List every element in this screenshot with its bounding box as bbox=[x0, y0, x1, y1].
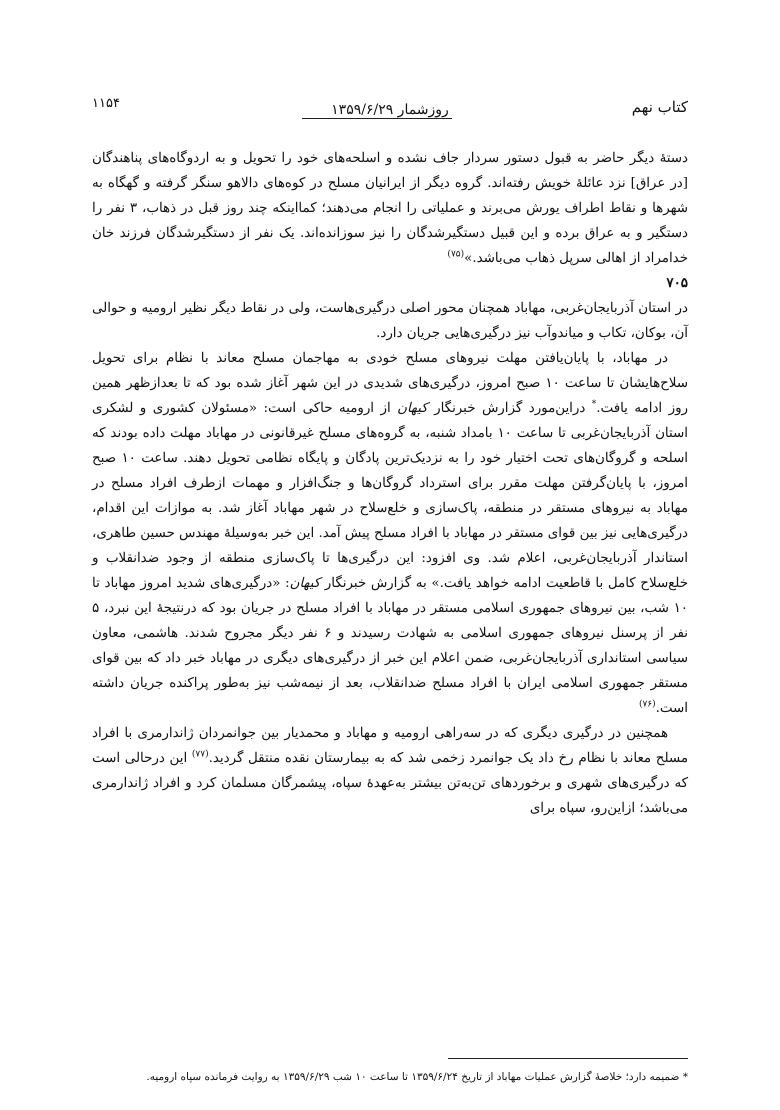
paragraph-3: در مهاباد، با پایان‌یافتن مهلت نیروهای مسلح خودی به مهاجمان مسلح معاند با نظام برای تحویل سلاح‌هایشان تا ساعت ۱۰ صبح امروز، درگیری‌های شدیدی در این شهر آغاز شده بود که تا بعدازظهر همین روز ادامه یافت.* دراین‌مورد گزارش خبرنگار کیهان از ارومیه حاکی است: «مسئولان کشوری و لشکری استان آذربایجان‌غربی تا ساعت ۱۰ بامداد شنبه، به گروه‌های مسلح غیرقانونی در مهاباد مهلت داده بودند که اسلحه و گروگان‌های تحت اختیار خود را به نزدیک‌ترین پادگان و پایگاه نظامی تحویل دهند. ساعت ۱۰ صبح امروز، با پایان‌گرفتن مهلت مقرر برای استرداد گروگان‌ها و جنگ‌افزار و مهمات ازطرف افراد مسلح در مهاباد به نیروهای مستقر در منطقه، پاک‌سازی و خلع‌سلاح در شهر مهاباد آغاز شد. به موازات این اقدام، درگیری‌هایی نیز بین قوای مستقر در مهاباد با افراد مسلح پیش آمد. این خبر به‌وسیلهٔ مهندس حسین طاهری، استاندار آذربایجان‌غربی، اعلام شد. وی افزود: این درگیری‌ها تا پاک‌سازی منطقه از وجود ضدانقلاب و خلع‌سلاح کامل با قاطعیت ادامه خواهد یافت.» به گزارش خبرنگار کیهان: «درگیری‌های شدید امروز مهاباد تا ۱۰ شب، بین نیروهای جمهوری اسلامی مستقر در مهاباد با افراد مسلح در جریان بود که درنتیجهٔ این نبرد، ۵ نفر از پرسنل نیروهای جمهوری اسلامی به شهادت رسیدند و ۶ نفر دیگر مجروح شدند. هاشمی، معاون سیاسی استانداری آذربایجان‌غربی، ضمن اعلام این خبر از درگیری‌های دیگری در مهاباد خبر داد که بین قوای مستقر جمهوری اسلامی ایران با افراد مسلح ضدانقلاب، بعد از نیمه‌شب نیز به‌طور پراکنده جریان داشته است.$^{(۷۶)}$ bbox=[92, 351, 689, 716]
newspaper-name: کیهان bbox=[289, 576, 321, 591]
paragraph-4: همچنین در درگیری دیگری که در سه‌راهی ارومیه و مهاباد و محمدیار بین جوانمردان ژاندارمری با افراد مسلح معاند با نظام رخ داد یک جوانمرد زخمی شد که به بیمارستان نقده منتقل گردید.$^{(۷۷)}$ این درحالی است که درگیری‌های شهری و برخوردهای تن‌به‌تن بیشتر به‌عهدهٔ سپاه، پیشمرگان مسلمان کرد و افراد ژاندارمری می‌باشد؛ ازاین‌رو، سپاه برای bbox=[92, 726, 688, 816]
book-name: کتاب نهم bbox=[631, 98, 688, 116]
footnote-ref-76: (۷۶) bbox=[638, 699, 656, 710]
section-number: ۷۰۵ bbox=[666, 275, 688, 291]
footnote: * ضمیمه دارد؛ خلاصهٔ گزارش عملیات مهاباد از تاریخ ۱۳۵۹/۶/۲۴ تا ساعت ۱۰ شب ۱۳۵۹/۶/۲۹ به روایت فرمانده سپاه ارومیه. bbox=[146, 1071, 688, 1083]
page-header bbox=[92, 96, 688, 126]
footnote-star: * bbox=[591, 399, 597, 410]
footnote-rule bbox=[448, 1058, 688, 1059]
main-text bbox=[92, 146, 688, 821]
header-rule bbox=[302, 118, 452, 119]
page-number: ۱۱۵۴ bbox=[92, 96, 120, 111]
paragraph-2: در استان آذربایجان‌غربی، مهاباد همچنان محور اصلی درگیری‌هاست، ولی در نقاط دیگر نظیر ارومیه و حوالی آن، بوکان، تکاب و میاندوآب نیز درگیری‌هایی جریان دارد. bbox=[92, 301, 688, 341]
diary-title: روزشمار ۱۳۵۹/۶/۲۹ bbox=[331, 102, 449, 118]
footnote-ref-75: (۷۵) bbox=[447, 249, 465, 260]
footnote-ref-77: (۷۷) bbox=[191, 749, 209, 760]
paragraph-1: دستهٔ دیگر حاضر به قبول دستور سردار جاف نشده و اسلحه‌های خود را تحویل و به اردوگاه‌های پناهندگان [در عراق] نزد عائلهٔ خویش رفته‌اند. گروه دیگر از ایرانیان مسلح در کوه‌های دالاهو سنگر گرفته و گهگاه به شهرها و نقاط اطراف یورش می‌برند و عملیاتی را انجام می‌دهند؛ کمااینکه چند روز قبل در ذهاب، ۳ نفر را دستگیر و به عراق برده و این قبیل دستگیرشدگان را نیز سوزانده‌اند. یک نفر از دستگیرشدگان فرزند خان خدامراد از اهالی سرپل ذهاب می‌باشد.»$^{(۷۵)}$ bbox=[92, 151, 689, 266]
newspaper-name: کیهان bbox=[397, 401, 428, 416]
